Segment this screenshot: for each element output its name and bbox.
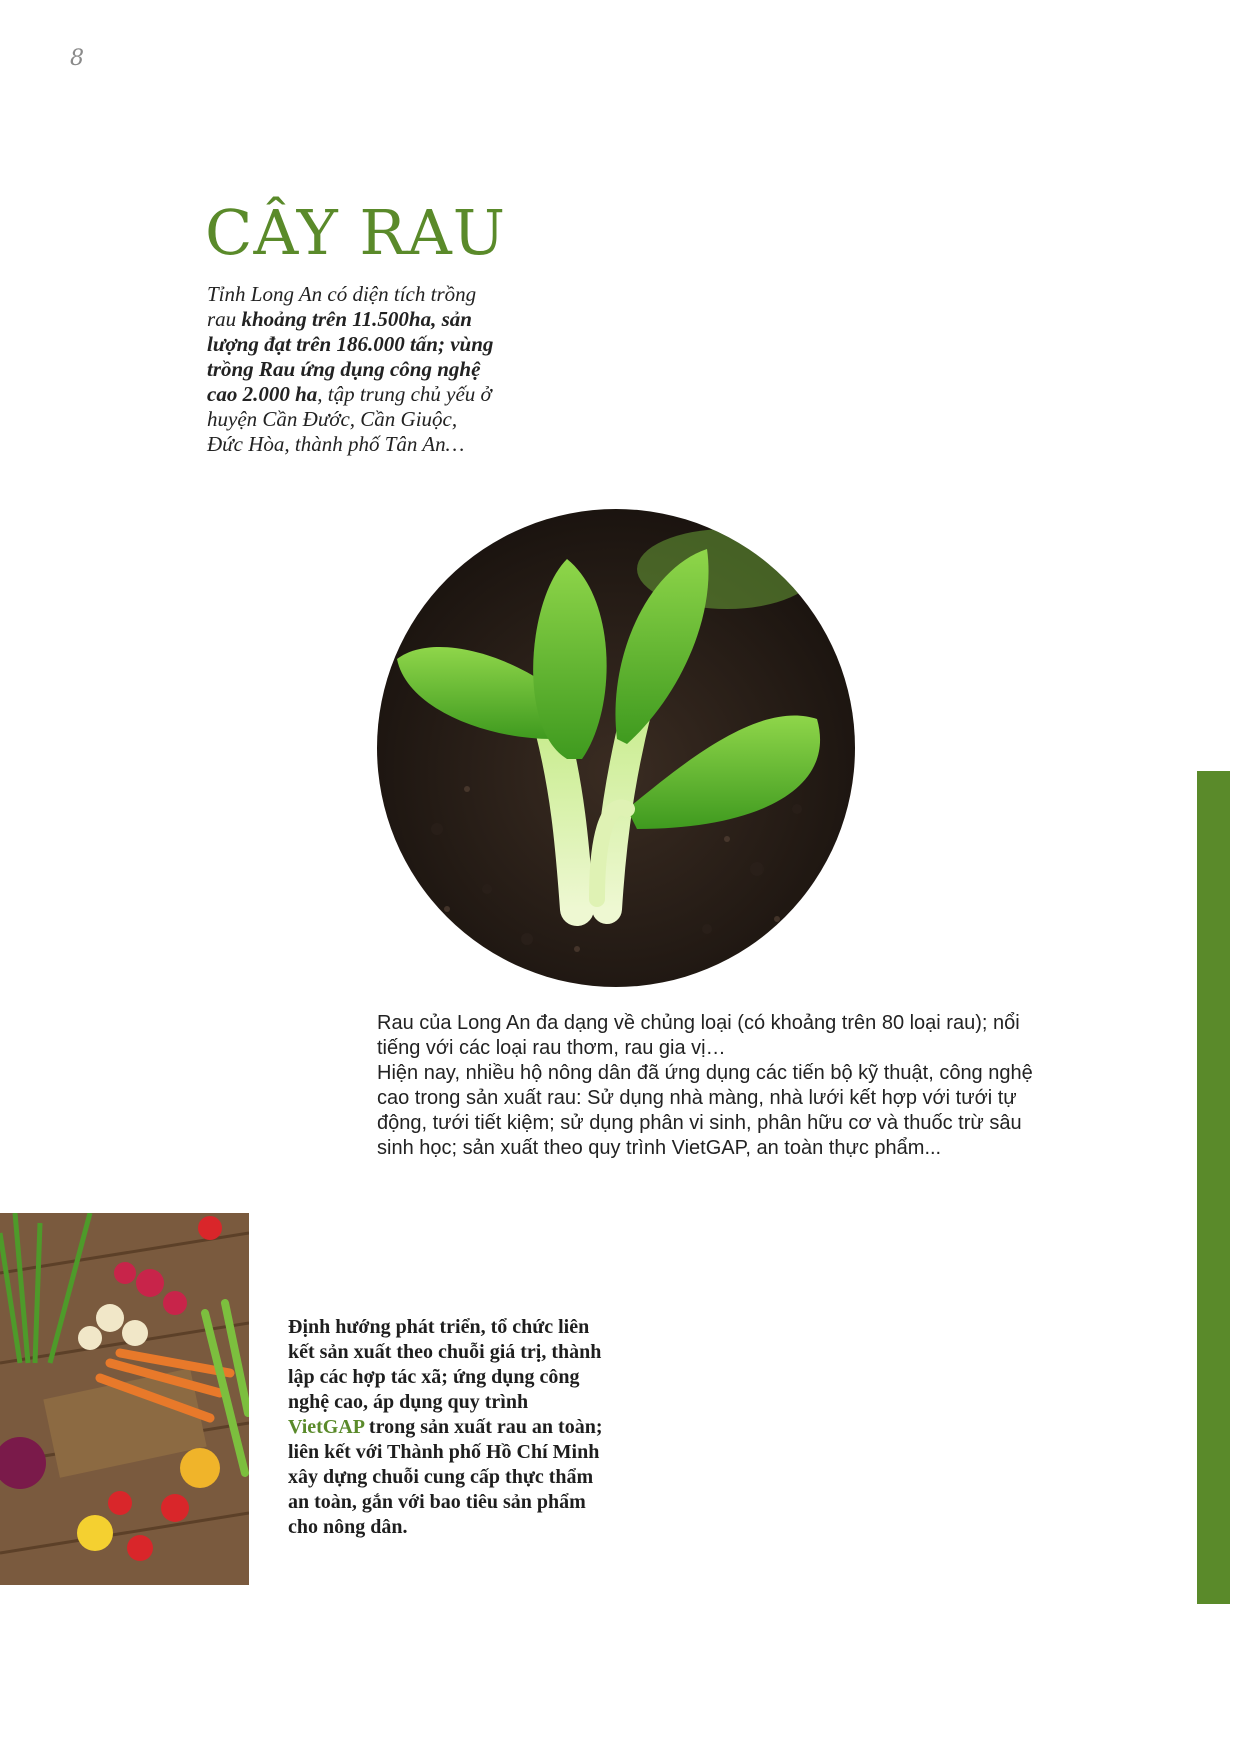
body-paragraph-2: Hiện nay, nhiều hộ nông dân đã ứng dụng các tiến bộ kỹ thuật, công nghệ cao trong sản xuất rau: Sử dụng nhà màng, nhà lưới kết hợp với tưới tự động, tưới tiết kiệm; sử dụng phân vi sinh, phân hữu cơ và thuốc trừ sâu sinh học; sản xuất theo quy trình VietGAP, an toàn thực phẩm... (377, 1062, 1033, 1159)
vietgap-highlight: VietGAP (288, 1416, 364, 1438)
side-accent-bar (1197, 771, 1230, 1604)
body-text (377, 1011, 1057, 1161)
orientation-text-2: trong sản xuất rau an toàn; liên kết với Thành phố Hồ Chí Minh xây dựng chuỗi cung cấp thực thẩm an toàn, gắn với bao tiêu sản phẩm cho nông dân. (288, 1416, 603, 1538)
seedling-photo (377, 509, 855, 987)
vegetables-illustration (0, 1213, 249, 1585)
seedling-illustration (377, 509, 855, 987)
intro-paragraph (207, 282, 497, 457)
intro-text-1: Tỉnh Long An có diện tích trồng rau (207, 282, 477, 331)
body-paragraph-1: Rau của Long An đa dạng về chủng loại (có khoảng trên 80 loại rau); nổi tiếng với các loại rau thơm, rau gia vị… (377, 1012, 1020, 1059)
page-number: 8 (70, 46, 84, 71)
orientation-text-1: Định hướng phát triển, tổ chức liên kết sản xuất theo chuỗi giá trị, thành lập các hợp tác xã; ứng dụng công nghệ cao, áp dụng quy trình (288, 1316, 602, 1413)
intro-text-2: , tập trung chủ yếu ở huyện Cần Đước, Cần Giuộc, Đức Hòa, thành phố Tân An… (207, 382, 492, 456)
intro-bold: khoảng trên 11.500ha, sản lượng đạt trên 186.000 tấn; vùng trồng Rau ứng dụng công nghệ cao 2.000 ha (207, 307, 494, 406)
orientation-paragraph (288, 1315, 608, 1540)
page-title: CÂY RAU (205, 196, 507, 269)
vegetables-photo (0, 1213, 249, 1585)
